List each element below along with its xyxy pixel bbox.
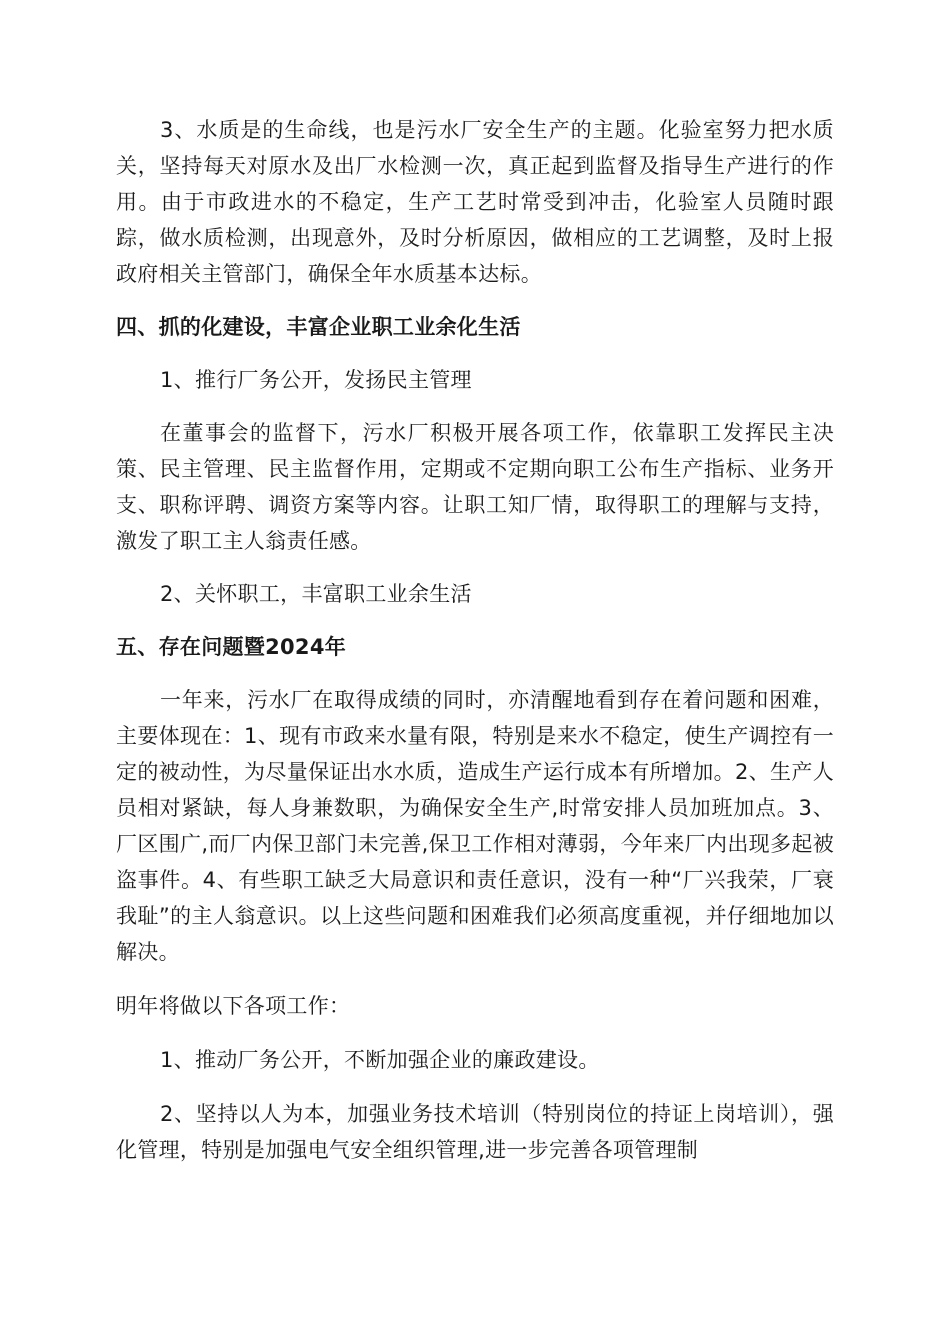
paragraph-board-supervision: 在董事会的监督下，污水厂积极开展各项工作，依靠职工发挥民主决策、民主管理、民主监督作用，定期或不定期向职工公布生产指标、业务开支、职称评聘、调资方案等内容。让职工知厂情，取得职工的理解与支持，激发了职工主人翁责任感。	[116, 421, 834, 553]
document-page	[116, 112, 834, 1168]
list-item-4-1: 1、推行厂务公开，发扬民主管理	[160, 368, 472, 392]
list-item-next-2: 2、坚持以人为本，加强业务技术培训（特别岗位的持证上岗培训），强化管理，特别是加强电气安全组织管理,进一步完善各项管理制	[116, 1102, 834, 1162]
section-heading-5: 五、存在问题暨2024年	[116, 635, 347, 659]
paragraph-problems: 一年来，污水厂在取得成绩的同时，亦清醒地看到存在着问题和困难，主要体现在：1、现有市政来水量有限，特别是来水不稳定，使生产调控有一定的被动性，为尽量保证出水水质，造成生产运行成本有所增加。2、生产人员相对紧缺，每人身兼数职，为确保安全生产,时常安排人员加班加点。3、厂区围广,而厂内保卫部门未完善,保卫工作相对薄弱，今年来厂内出现多起被盗事件。4、有些职工缺乏大局意识和责任意识，没有一种“厂兴我荣，厂衰我耻”的主人翁意识。以上这些问题和困难我们必须高度重视，并仔细地加以解决。	[116, 688, 834, 964]
paragraph-next-year: 明年将做以下各项工作：	[116, 994, 351, 1018]
paragraph-water-quality: 3、水质是的生命线，也是污水厂安全生产的主题。化验室努力把水质关，坚持每天对原水及出厂水检测一次，真正起到监督及指导生产进行的作用。由于市政进水的不稳定，生产工艺时常受到冲击，化验室人员随时跟踪，做水质检测，出现意外，及时分析原因，做相应的工艺调整，及时上报政府相关主管部门，确保全年水质基本达标。	[116, 118, 834, 286]
list-item-next-1: 1、推动厂务公开，不断加强企业的廉政建设。	[160, 1048, 600, 1072]
section-heading-4: 四、抓的化建设，丰富企业职工业余化生活	[116, 315, 521, 339]
list-item-4-2: 2、关怀职工，丰富职工业余生活	[160, 582, 472, 606]
